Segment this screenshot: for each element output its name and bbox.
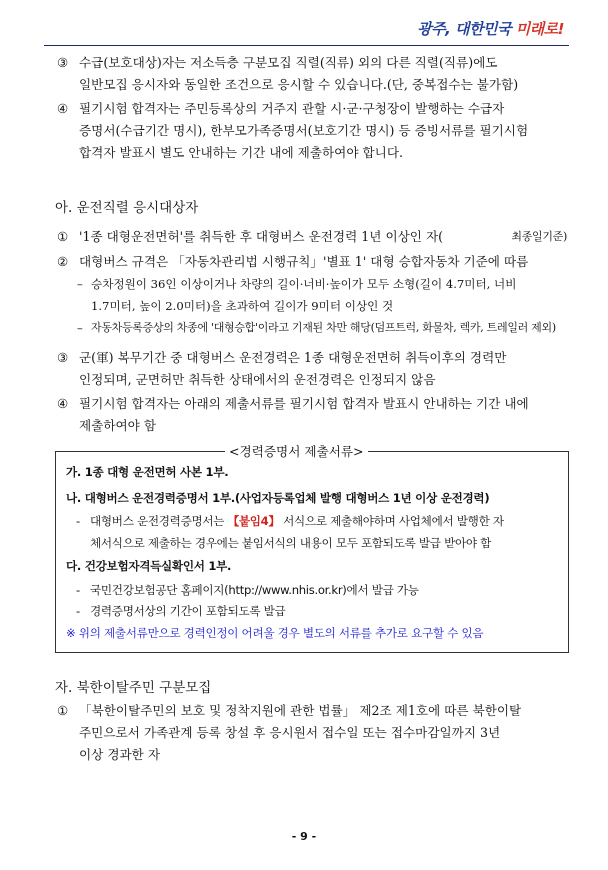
section-title-driving: 아. 운전직렬 응시대상자: [55, 200, 199, 216]
item-number: ④: [57, 396, 69, 411]
item-text-line: 대형버스 규격은 「자동차관리법 시행규칙」'별표 1' 대형 승합자동차 기준에 따름: [79, 254, 529, 269]
item-text-line: 증명서(수급기간 명시), 한부모가족증명서(보호기간 명시) 등 증빙서류를 필기시험: [79, 123, 529, 138]
doc-line-na: 나. 대형버스 운전경력증명서 1부.(사업자등록업체 발행 대형버스 1년 이상 운전경력): [66, 490, 490, 505]
doc-box: [55, 451, 569, 653]
list-item: [57, 347, 567, 391]
item-text-line: 일반모집 응시자와 동일한 조건으로 응시할 수 있습니다.(단, 중복접수는 불가함): [79, 77, 519, 92]
header-divider: [44, 45, 569, 46]
item-text-line: 인정되며, 군면허만 취득한 상태에서의 운전경력은 인정되지 않음: [79, 372, 436, 387]
item-text-line: 필기시험 합격자는 아래의 제출서류를 필기시험 합격자 발표시 안내하는 기간 내에: [79, 396, 529, 411]
dash-item: [77, 273, 567, 317]
doc-sub-item: [66, 580, 561, 602]
doc-sub-text: 서식으로 제출해야하며 사업체에서 발행한 자: [279, 514, 504, 528]
list-item: [57, 251, 567, 273]
doc-sub-text: 대형버스 운전경력증명서는: [90, 514, 228, 528]
item-text-line: 군(軍) 복무기간 중 대형버스 운전경력은 1종 대형운전면허 취득이후의 경력만: [79, 350, 507, 365]
item-text-line: 합격자 발표시 별도 안내하는 기간 내에 제출하여야 합니다.: [79, 145, 403, 160]
doc-line-da: 다. 건강보험자격득실확인서 1부.: [66, 559, 232, 573]
sub-mark: -: [76, 604, 80, 618]
doc-line-ga: 가. 1종 대형 운전면허 사본 1부.: [66, 465, 229, 479]
logo-main-text: 광주, 대한민국: [417, 20, 516, 38]
list-item: [57, 393, 567, 437]
item-number: ②: [57, 254, 69, 269]
doc-sub-text: 국민건강보험공단 홈페이지(http://www.nhis.or.kr)에서 발급 가능: [90, 582, 419, 597]
sub-mark: -: [76, 582, 80, 597]
dash-mark: –: [77, 277, 83, 291]
top-items: [57, 52, 567, 164]
page-number: - 9 -: [291, 830, 317, 843]
driving-items: [57, 226, 567, 437]
item-text-line: 필기시험 합격자는 주민등록상의 거주지 관할 시·군·구청장이 발행하는 수급자: [79, 101, 505, 116]
header-logo: [417, 18, 564, 39]
section-title-defector: 자. 북한이탈주민 구분모집: [55, 680, 212, 696]
logo-accent-text: 미래로!: [515, 20, 564, 38]
item-note: 최종일기준): [511, 230, 567, 243]
item-number: ③: [57, 55, 69, 70]
sub-mark: -: [76, 514, 80, 528]
dash-text-line: 1.7미터, 높이 2.0미터)을 초과하여 길이가 9미터 이상인 것: [91, 299, 394, 313]
item-number: ③: [57, 350, 69, 365]
defector-items: [57, 700, 567, 766]
doc-note: ※ 위의 제출서류만으로 경력인정이 어려울 경우 별도의 서류를 추가로 요구할 수 있음: [66, 625, 484, 640]
doc-sub-text: 체서식으로 제출하는 경우에는 붙임서식의 내용이 모두 포함되도록 발급 받아야 함: [90, 535, 492, 550]
list-item: [57, 226, 567, 248]
attachment-ref: 【붙임4】: [227, 514, 280, 528]
dash-text-line: 승차정원이 36인 이상이거나 차량의 길이·너비·높이가 모두 소형(길이 4.7미터, 너비: [91, 277, 517, 291]
doc-sub-text: 경력증명서상의 기간이 포함되도록 발급: [90, 604, 286, 618]
doc-sub-item: [66, 601, 561, 623]
doc-box-label: <경력증명서 제출서류>: [225, 441, 368, 460]
list-item: [57, 700, 567, 766]
item-number: ④: [57, 101, 69, 116]
list-item: [57, 98, 567, 164]
item-text-line: 이상 경과한 자: [79, 747, 160, 762]
dash-item: [77, 317, 567, 339]
dash-mark: –: [77, 321, 83, 335]
item-text-line: 주민으로서 가족관계 등록 창설 후 응시원서 접수일 또는 접수마감일까지 3년: [79, 725, 501, 740]
item-text-line: '1종 대형운전면허'를 취득한 후 대형버스 운전경력 1년 이상인 자(: [79, 229, 444, 244]
item-text-line: 수급(보호대상)자는 저소득층 구분모집 직렬(직류) 외의 다른 직렬(직류)에도: [79, 55, 498, 70]
item-number: ①: [57, 703, 69, 718]
doc-sub-item: [66, 511, 561, 554]
item-text-line: 제출하여야 함: [79, 418, 156, 433]
item-text-line: 「북한이탈주민의 보호 및 정착지원에 관한 법률」 제2조 제1호에 따른 북한이탈: [79, 703, 522, 718]
dash-text-line: 자동차등록증상의 차종에 '대형승합'이라고 기재된 차만 해당(덤프트럭, 화물차, 렉카, 트레일러 제외): [91, 321, 556, 334]
list-item: [57, 52, 567, 96]
item-number: ①: [57, 229, 69, 244]
